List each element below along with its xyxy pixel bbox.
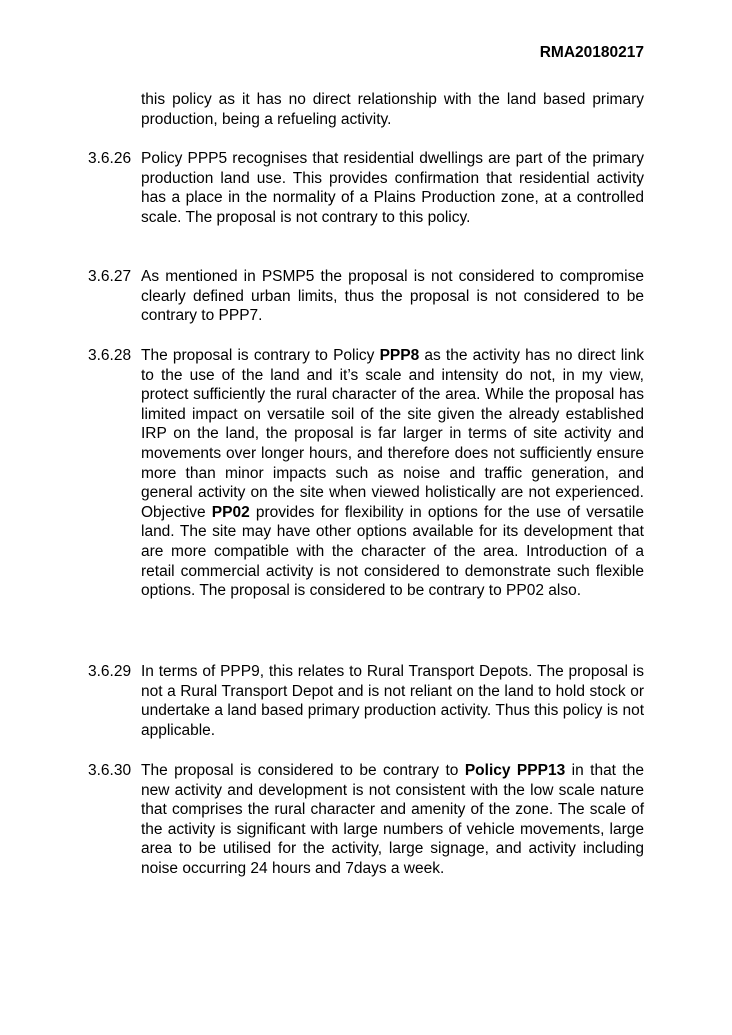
paragraph-3-6-30 bbox=[88, 761, 644, 879]
paragraph-text bbox=[141, 346, 644, 601]
paragraph-3-6-28 bbox=[88, 346, 644, 601]
text-segment: In terms of PPP9, this relates to Rural Transport Depots. The proposal is not a Rural Transport Depot and is not reliant on the land to hold stock or undertake a land based primary production activity. Thus this policy is not applicable. bbox=[141, 663, 644, 739]
paragraph-text bbox=[141, 267, 644, 326]
text-segment: in that the new activity and development is not consistent with the low scale nature that comprises the rural character and amenity of the zone. The scale of the activity is significant with large numbers of vehicle movements, large area to be utilised for the activity, large signage, and activity including noise occurring 24 hours and 7days a week. bbox=[141, 762, 644, 877]
paragraph-text bbox=[141, 149, 644, 227]
paragraph-text bbox=[141, 662, 644, 740]
text-segment: this policy as it has no direct relationship with the land based primary production, being a refueling activity. bbox=[141, 91, 644, 128]
paragraph-text bbox=[141, 90, 644, 129]
paragraph-number: 3.6.26 bbox=[88, 150, 132, 167]
paragraph-3-6-29 bbox=[88, 662, 644, 740]
paragraph-number: 3.6.28 bbox=[88, 347, 132, 364]
text-segment: As mentioned in PSMP5 the proposal is not considered to compromise clearly defined urban limits, thus the proposal is not considered to be contrary to PPP7. bbox=[141, 268, 644, 325]
text-segment: as the activity has no direct link to the use of the land and it’s scale and intensity do not, in my view, protect sufficiently the rural character of the area. While the proposal has limited impact on versatile soil of the site given the already established IRP on the land, the proposal is far larger in terms of site activity and movements over longer hours, and therefore does not sufficiently ensure more than minor impacts such as noise and traffic generation, and general activity on the site when viewed holistically are not experienced. Objective bbox=[141, 347, 644, 521]
paragraph-3-6-27 bbox=[88, 267, 644, 326]
document-reference: RMA20180217 bbox=[539, 44, 644, 61]
text-segment: Policy PPP5 recognises that residential dwellings are part of the primary production land use. This provides confirmation that residential activity has a place in the normality of a Plains Production zone, at a controlled scale. The proposal is not contrary to this policy. bbox=[141, 150, 644, 226]
text-segment: The proposal is contrary to Policy bbox=[141, 347, 380, 364]
paragraph-number: 3.6.27 bbox=[88, 268, 132, 285]
objective-reference: PP02 bbox=[211, 503, 250, 521]
text-segment: The proposal is considered to be contrary to bbox=[141, 762, 465, 779]
paragraph-number: 3.6.29 bbox=[88, 663, 132, 680]
paragraph-continuation bbox=[88, 90, 644, 129]
policy-reference: PPP8 bbox=[379, 347, 420, 364]
paragraph-3-6-26 bbox=[88, 149, 644, 227]
policy-reference: Policy PPP13 bbox=[464, 762, 566, 779]
paragraph-text bbox=[141, 761, 644, 879]
paragraph-number: 3.6.30 bbox=[88, 762, 132, 779]
text-segment: provides for flexibility in options for the use of versatile land. The site may have other options available for its development that are more compatible with the character of the area. Introduction of a retail commercial activity is not considered to demonstrate such flexible options. The proposal is considered to be contrary to PP02 also. bbox=[141, 503, 644, 600]
